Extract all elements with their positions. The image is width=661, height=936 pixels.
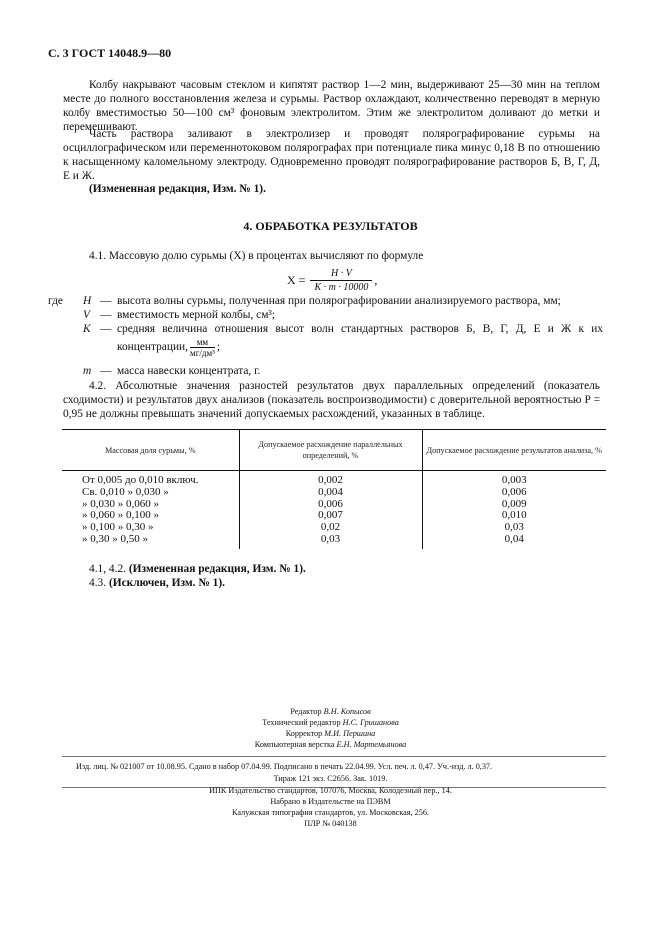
paragraph-4-1: 4.1. Массовую долю сурьмы (X) в процентах вычисляют по формуле: [89, 250, 424, 262]
table-cell: 0,009: [422, 499, 606, 511]
table-cell: 0,03: [422, 522, 606, 534]
where-item-k: [63, 323, 603, 363]
note-prefix: 4.1, 4.2.: [89, 563, 127, 575]
table-cell: » 0,30 » 0,50 »: [82, 532, 148, 545]
note-4-1-4-2: [63, 563, 600, 577]
note-4-3: [63, 577, 600, 591]
imprint-role: Компьютерная верстка: [254, 740, 335, 749]
where-item-h: [48, 295, 603, 309]
where-symbol: H: [83, 295, 92, 307]
publication-line: Изд. лиц. № 021007 от 10.08.95. Сдано в набор 07.04.99. Подписано в печать 22.04.99. Усл. печ. л. 0,47. Уч.-изд. л. 0,37.: [76, 762, 493, 771]
table-cell: 0,04: [422, 534, 606, 549]
where-symbol: m: [83, 365, 92, 377]
where-item-m: [63, 365, 603, 379]
table-header-cell: Допускаемое расхождение результатов анализа, %: [422, 430, 606, 471]
paragraph-4-2: 4.2. Абсолютные значения разностей результатов двух параллельных определений (показатель сходимости) и результатов двух анализов (показатель воспроизводимости) с доверительной вероятностью P = 0,95 не должны превышать значений допускаемых расхождений, указанных в таблице.: [63, 380, 600, 420]
table-cell: Св. 0,010 » 0,030 »: [82, 485, 169, 498]
paragraph-polarography: Часть раствора заливают в электролизер и проводят полярографирование сурьмы на осциллографическом или переменнотоковом полярографах при потенциале пика минус 0,18 В по отношению к насыщенному каломельному электроду. Одновременно проводят полярографирование растворов Б, В, Г, Д, Е и Ж.: [63, 128, 600, 182]
imprint-name: Е.Н. Мартемьянова: [336, 740, 407, 749]
formula-fraction: [310, 268, 372, 293]
where-dash: —: [100, 323, 112, 335]
units-numerator: мм: [196, 336, 209, 347]
where-dash: —: [100, 309, 112, 321]
table-header-cell: Массовая доля сурьмы, %: [62, 430, 239, 471]
table-cell: 0,002: [239, 471, 422, 487]
formula-lhs: X =: [287, 273, 306, 287]
where-text: вместимость мерной колбы, см³;: [117, 309, 275, 321]
table-row: [62, 534, 606, 549]
publisher-line: Калужская типография стандартов, ул. Московская, 256.: [232, 808, 429, 817]
imprint-name: В.Н. Копысов: [323, 707, 371, 716]
imprint-role: Технический редактор: [262, 718, 341, 727]
tolerance-table: [62, 429, 606, 549]
section-title: 4. ОБРАБОТКА РЕЗУЛЬТАТОВ: [243, 219, 418, 233]
publisher-line: ИПК Издательство стандартов, 107076, Москва, Колодезный пер., 14.: [209, 786, 452, 795]
table-cell: От 0,005 до 0,010 включ.: [82, 474, 199, 486]
imprint-layout: [0, 739, 661, 750]
where-symbol: K: [83, 323, 91, 335]
table-cell: 0,003: [422, 471, 606, 487]
table-cell: 0,02: [239, 522, 422, 534]
note-bold: (Исключен, Изм. № 1).: [108, 577, 225, 589]
imprint-corrector: [0, 728, 661, 739]
publisher-line: Набрано в Издательстве на ПЭВМ: [270, 797, 391, 806]
imprint-name: М.И. Першина: [324, 729, 376, 738]
table-header-row: [62, 430, 606, 471]
imprint-name: Н.С. Гришанова: [342, 718, 399, 727]
where-text: высота волны сурьмы, полученная при полярографировании анализируемого раствора, мм;: [117, 295, 561, 307]
formula-denominator: K · m · 10000: [310, 280, 372, 293]
imprint-role: Редактор: [290, 707, 322, 716]
units-tail: ;: [216, 341, 221, 354]
units-fraction: [190, 337, 215, 358]
table-cell: 0,010: [422, 510, 606, 522]
where-item-v: [63, 309, 603, 323]
table-row: [62, 487, 606, 499]
page-header: С. 3 ГОСТ 14048.9—80: [48, 46, 172, 60]
note-prefix: 4.3.: [89, 577, 107, 589]
publication-print-run: Тираж 121 экз. С2656. Зак. 1019.: [273, 774, 388, 783]
where-dash: —: [100, 365, 112, 377]
formula-numerator: H · V: [330, 268, 352, 279]
imprint-tech-editor: [0, 717, 661, 728]
table-cell: 0,006: [239, 499, 422, 511]
table-cell: 0,007: [239, 510, 422, 522]
table-cell: 0,006: [422, 487, 606, 499]
publisher-line: ПЛР № 040138: [304, 819, 357, 828]
where-text: [117, 323, 603, 358]
divider: [62, 756, 606, 757]
amendment-note: (Измененная редакция, Изм. № 1).: [89, 183, 266, 195]
units-denominator: мг/дм³: [190, 347, 215, 358]
formula: [287, 268, 377, 293]
table-header-cell: Допускаемое расхождение параллельных определений, %: [239, 430, 422, 471]
imprint-editor: [0, 706, 661, 717]
note-bold: (Измененная редакция, Изм. № 1).: [128, 563, 306, 575]
formula-tail: ,: [374, 273, 378, 287]
table-cell: 0,03: [239, 534, 422, 549]
paragraph-boiling: Колбу накрывают часовым стеклом и кипятят раствор 1—2 мин, выдерживают 25—30 мин на теплом месте до полного восстановления железа и сурьмы. Раствор охлаждают, количественно переводят в мерную колбу вместимостью 50—100 см³ фоновым электролитом. Этим же электролитом доливают до метки и перемешивают.: [63, 79, 600, 133]
table-row: [62, 471, 606, 487]
imprint-role: Корректор: [285, 729, 323, 738]
where-k-text: средняя величина отношения высот волн стандартных растворов Б, В, Г, Д, Е и Ж к их концентрации,: [117, 323, 603, 354]
where-symbol: V: [83, 309, 90, 321]
table-cell: » 0,030 » 0,060 »: [82, 497, 159, 510]
table-cell: 0,004: [239, 487, 422, 499]
where-text: масса навески концентрата, г.: [117, 365, 261, 377]
table-cell: » 0,060 » 0,100 »: [82, 509, 159, 522]
where-lead: где: [48, 295, 63, 307]
where-dash: —: [100, 295, 112, 307]
table-cell: » 0,100 » 0,30 »: [82, 521, 154, 534]
